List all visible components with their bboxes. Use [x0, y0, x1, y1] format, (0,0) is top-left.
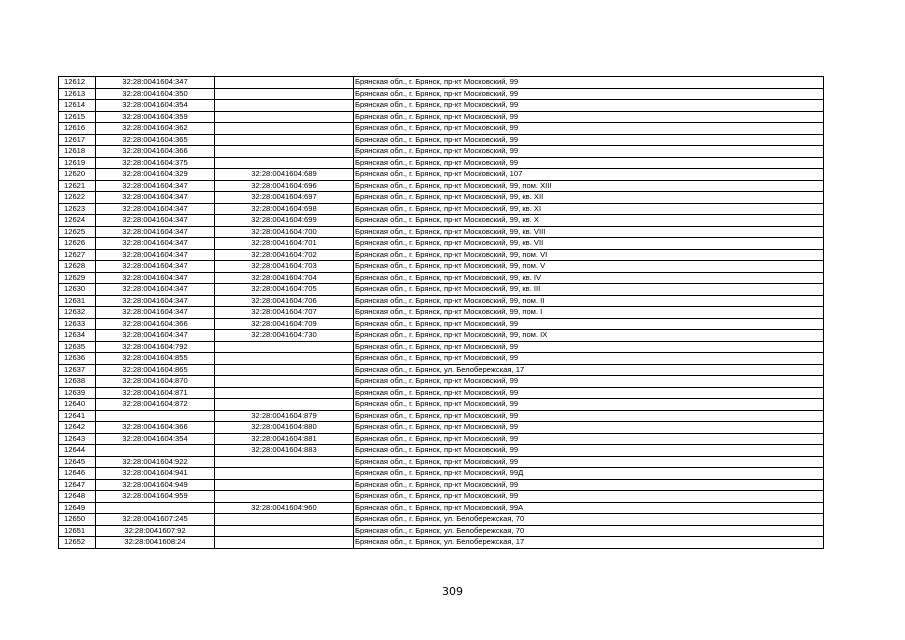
registry-table-body	[59, 77, 824, 549]
linked-cadastral-number-cell: 32:28:0041604:707	[215, 307, 354, 319]
cadastral-number-cell	[96, 445, 215, 457]
row-number-cell: 12634	[59, 330, 96, 342]
linked-cadastral-number-cell: 32:28:0041604:698	[215, 203, 354, 215]
address-cell: Брянская обл., г. Брянск, пр-кт Московский, 99	[354, 123, 824, 135]
table-row	[59, 77, 824, 89]
cadastral-number-cell: 32:28:0041604:870	[96, 376, 215, 388]
linked-cadastral-number-cell	[215, 111, 354, 123]
row-number-cell: 12647	[59, 479, 96, 491]
linked-cadastral-number-cell	[215, 146, 354, 158]
address-cell: Брянская обл., г. Брянск, пр-кт Московский, 99	[354, 422, 824, 434]
row-number-cell: 12638	[59, 376, 96, 388]
linked-cadastral-number-cell: 32:28:0041604:706	[215, 295, 354, 307]
table-row	[59, 491, 824, 503]
table-row	[59, 341, 824, 353]
table-row	[59, 111, 824, 123]
table-row	[59, 433, 824, 445]
address-cell: Брянская обл., г. Брянск, пр-кт Московский, 99, пом. XIII	[354, 180, 824, 192]
table-row	[59, 100, 824, 112]
row-number-cell: 12645	[59, 456, 96, 468]
address-cell: Брянская обл., г. Брянск, ул. Белобережская, 17	[354, 364, 824, 376]
cadastral-number-cell: 32:28:0041604:347	[96, 77, 215, 89]
registry-table	[58, 76, 824, 549]
table-row	[59, 318, 824, 330]
table-row	[59, 169, 824, 181]
cadastral-number-cell: 32:28:0041604:362	[96, 123, 215, 135]
table-row	[59, 399, 824, 411]
row-number-cell: 12630	[59, 284, 96, 296]
table-row	[59, 525, 824, 537]
row-number-cell: 12635	[59, 341, 96, 353]
cadastral-number-cell: 32:28:0041604:329	[96, 169, 215, 181]
linked-cadastral-number-cell: 32:28:0041604:881	[215, 433, 354, 445]
address-cell: Брянская обл., г. Брянск, пр-кт Московский, 99	[354, 433, 824, 445]
address-cell: Брянская обл., г. Брянск, пр-кт Московский, 99	[354, 341, 824, 353]
row-number-cell: 12648	[59, 491, 96, 503]
linked-cadastral-number-cell	[215, 123, 354, 135]
linked-cadastral-number-cell	[215, 353, 354, 365]
table-row	[59, 157, 824, 169]
table-row	[59, 215, 824, 227]
cadastral-number-cell: 32:28:0041604:366	[96, 146, 215, 158]
table-row	[59, 180, 824, 192]
table-row	[59, 376, 824, 388]
address-cell: Брянская обл., г. Брянск, пр-кт Московский, 99	[354, 399, 824, 411]
linked-cadastral-number-cell	[215, 525, 354, 537]
table-row	[59, 284, 824, 296]
cadastral-number-cell: 32:28:0041604:347	[96, 307, 215, 319]
cadastral-number-cell: 32:28:0041604:347	[96, 249, 215, 261]
linked-cadastral-number-cell: 32:28:0041604:703	[215, 261, 354, 273]
linked-cadastral-number-cell	[215, 399, 354, 411]
address-cell: Брянская обл., г. Брянск, ул. Белобережская, 70	[354, 525, 824, 537]
row-number-cell: 12627	[59, 249, 96, 261]
address-cell: Брянская обл., г. Брянск, пр-кт Московский, 99	[354, 77, 824, 89]
address-cell: Брянская обл., г. Брянск, пр-кт Московский, 99	[354, 410, 824, 422]
cadastral-number-cell: 32:28:0041604:366	[96, 422, 215, 434]
row-number-cell: 12621	[59, 180, 96, 192]
linked-cadastral-number-cell: 32:28:0041604:704	[215, 272, 354, 284]
linked-cadastral-number-cell	[215, 157, 354, 169]
cadastral-number-cell: 32:28:0041604:347	[96, 238, 215, 250]
row-number-cell: 12620	[59, 169, 96, 181]
address-cell: Брянская обл., г. Брянск, пр-кт Московский, 99	[354, 318, 824, 330]
cadastral-number-cell: 32:28:0041604:347	[96, 330, 215, 342]
row-number-cell: 12646	[59, 468, 96, 480]
cadastral-number-cell: 32:28:0041604:347	[96, 215, 215, 227]
address-cell: Брянская обл., г. Брянск, пр-кт Московский, 99	[354, 353, 824, 365]
linked-cadastral-number-cell	[215, 77, 354, 89]
cadastral-number-cell: 32:28:0041604:855	[96, 353, 215, 365]
cadastral-number-cell: 32:28:0041604:347	[96, 272, 215, 284]
address-cell: Брянская обл., г. Брянск, пр-кт Московский, 99	[354, 387, 824, 399]
row-number-cell: 12632	[59, 307, 96, 319]
row-number-cell: 12626	[59, 238, 96, 250]
row-number-cell: 12650	[59, 514, 96, 526]
row-number-cell: 12624	[59, 215, 96, 227]
address-cell: Брянская обл., г. Брянск, пр-кт Московский, 99	[354, 146, 824, 158]
table-row	[59, 203, 824, 215]
cadastral-number-cell: 32:28:0041604:347	[96, 203, 215, 215]
row-number-cell: 12643	[59, 433, 96, 445]
linked-cadastral-number-cell	[215, 134, 354, 146]
cadastral-number-cell: 32:28:0041607:245	[96, 514, 215, 526]
address-cell: Брянская обл., г. Брянск, пр-кт Московский, 99	[354, 111, 824, 123]
row-number-cell: 12639	[59, 387, 96, 399]
row-number-cell: 12641	[59, 410, 96, 422]
linked-cadastral-number-cell: 32:28:0041604:960	[215, 502, 354, 514]
table-row	[59, 261, 824, 273]
cadastral-number-cell: 32:28:0041604:792	[96, 341, 215, 353]
row-number-cell: 12623	[59, 203, 96, 215]
cadastral-number-cell: 32:28:0041604:959	[96, 491, 215, 503]
linked-cadastral-number-cell: 32:28:0041604:702	[215, 249, 354, 261]
cadastral-number-cell: 32:28:0041608:24	[96, 537, 215, 549]
cadastral-number-cell: 32:28:0041604:347	[96, 284, 215, 296]
linked-cadastral-number-cell: 32:28:0041604:700	[215, 226, 354, 238]
cadastral-number-cell: 32:28:0041604:949	[96, 479, 215, 491]
row-number-cell: 12612	[59, 77, 96, 89]
row-number-cell: 12631	[59, 295, 96, 307]
cadastral-number-cell: 32:28:0041604:366	[96, 318, 215, 330]
cadastral-number-cell: 32:28:0041604:365	[96, 134, 215, 146]
address-cell: Брянская обл., г. Брянск, пр-кт Московский, 99, кв. VIII	[354, 226, 824, 238]
linked-cadastral-number-cell: 32:28:0041604:701	[215, 238, 354, 250]
row-number-cell: 12616	[59, 123, 96, 135]
table-row	[59, 226, 824, 238]
address-cell: Брянская обл., г. Брянск, пр-кт Московский, 99, пом. V	[354, 261, 824, 273]
address-cell: Брянская обл., г. Брянск, пр-кт Московский, 99	[354, 491, 824, 503]
table-row	[59, 88, 824, 100]
linked-cadastral-number-cell	[215, 514, 354, 526]
address-cell: Брянская обл., г. Брянск, пр-кт Московский, 99, пом. VI	[354, 249, 824, 261]
cadastral-number-cell: 32:28:0041604:865	[96, 364, 215, 376]
cadastral-number-cell: 32:28:0041604:354	[96, 433, 215, 445]
linked-cadastral-number-cell: 32:28:0041604:880	[215, 422, 354, 434]
row-number-cell: 12613	[59, 88, 96, 100]
linked-cadastral-number-cell: 32:28:0041604:730	[215, 330, 354, 342]
linked-cadastral-number-cell	[215, 387, 354, 399]
row-number-cell: 12649	[59, 502, 96, 514]
address-cell: Брянская обл., г. Брянск, пр-кт Московский, 99	[354, 456, 824, 468]
cadastral-number-cell: 32:28:0041604:872	[96, 399, 215, 411]
address-cell: Брянская обл., г. Брянск, пр-кт Московский, 107	[354, 169, 824, 181]
table-row	[59, 364, 824, 376]
table-row	[59, 456, 824, 468]
row-number-cell: 12640	[59, 399, 96, 411]
table-row	[59, 445, 824, 457]
table-row	[59, 330, 824, 342]
table-row	[59, 537, 824, 549]
row-number-cell: 12622	[59, 192, 96, 204]
table-row	[59, 123, 824, 135]
row-number-cell: 12617	[59, 134, 96, 146]
linked-cadastral-number-cell	[215, 479, 354, 491]
table-row	[59, 192, 824, 204]
row-number-cell: 12642	[59, 422, 96, 434]
address-cell: Брянская обл., г. Брянск, пр-кт Московский, 99	[354, 445, 824, 457]
linked-cadastral-number-cell	[215, 456, 354, 468]
page-number: 309	[442, 585, 463, 598]
table-row	[59, 422, 824, 434]
cadastral-number-cell: 32:28:0041604:871	[96, 387, 215, 399]
address-cell: Брянская обл., г. Брянск, пр-кт Московский, 99	[354, 100, 824, 112]
cadastral-number-cell	[96, 502, 215, 514]
row-number-cell: 12636	[59, 353, 96, 365]
address-cell: Брянская обл., г. Брянск, пр-кт Московский, 99	[354, 88, 824, 100]
address-cell: Брянская обл., г. Брянск, пр-кт Московский, 99, кв. IV	[354, 272, 824, 284]
cadastral-number-cell: 32:28:0041604:347	[96, 226, 215, 238]
address-cell: Брянская обл., г. Брянск, пр-кт Московский, 99, кв. III	[354, 284, 824, 296]
table-row	[59, 307, 824, 319]
linked-cadastral-number-cell: 32:28:0041604:689	[215, 169, 354, 181]
table-row	[59, 353, 824, 365]
row-number-cell: 12651	[59, 525, 96, 537]
linked-cadastral-number-cell	[215, 341, 354, 353]
address-cell: Брянская обл., г. Брянск, пр-кт Московский, 99, пом. II	[354, 295, 824, 307]
cadastral-number-cell: 32:28:0041607:92	[96, 525, 215, 537]
address-cell: Брянская обл., г. Брянск, пр-кт Московский, 99, кв. XI	[354, 203, 824, 215]
table-row	[59, 468, 824, 480]
address-cell: Брянская обл., г. Брянск, пр-кт Московский, 99	[354, 157, 824, 169]
row-number-cell: 12629	[59, 272, 96, 284]
table-row	[59, 387, 824, 399]
linked-cadastral-number-cell: 32:28:0041604:699	[215, 215, 354, 227]
address-cell: Брянская обл., г. Брянск, ул. Белобережская, 70	[354, 514, 824, 526]
address-cell: Брянская обл., г. Брянск, пр-кт Московский, 99, кв. VII	[354, 238, 824, 250]
address-cell: Брянская обл., г. Брянск, пр-кт Московский, 99	[354, 134, 824, 146]
linked-cadastral-number-cell	[215, 376, 354, 388]
row-number-cell: 12615	[59, 111, 96, 123]
cadastral-number-cell: 32:28:0041604:359	[96, 111, 215, 123]
linked-cadastral-number-cell	[215, 468, 354, 480]
address-cell: Брянская обл., г. Брянск, пр-кт Московский, 99, пом. I	[354, 307, 824, 319]
table-row	[59, 238, 824, 250]
table-row	[59, 410, 824, 422]
cadastral-number-cell: 32:28:0041604:347	[96, 261, 215, 273]
address-cell: Брянская обл., г. Брянск, ул. Белобережская, 17	[354, 537, 824, 549]
cadastral-number-cell: 32:28:0041604:347	[96, 295, 215, 307]
row-number-cell: 12628	[59, 261, 96, 273]
row-number-cell: 12614	[59, 100, 96, 112]
address-cell: Брянская обл., г. Брянск, пр-кт Московский, 99Д	[354, 468, 824, 480]
linked-cadastral-number-cell	[215, 491, 354, 503]
row-number-cell: 12618	[59, 146, 96, 158]
cadastral-number-cell: 32:28:0041604:350	[96, 88, 215, 100]
cadastral-number-cell: 32:28:0041604:347	[96, 180, 215, 192]
linked-cadastral-number-cell: 32:28:0041604:879	[215, 410, 354, 422]
cadastral-number-cell: 32:28:0041604:375	[96, 157, 215, 169]
address-cell: Брянская обл., г. Брянск, пр-кт Московский, 99А	[354, 502, 824, 514]
row-number-cell: 12619	[59, 157, 96, 169]
table-row	[59, 134, 824, 146]
row-number-cell: 12644	[59, 445, 96, 457]
cadastral-number-cell: 32:28:0041604:347	[96, 192, 215, 204]
address-cell: Брянская обл., г. Брянск, пр-кт Московский, 99	[354, 376, 824, 388]
linked-cadastral-number-cell	[215, 537, 354, 549]
row-number-cell: 12652	[59, 537, 96, 549]
table-row	[59, 146, 824, 158]
linked-cadastral-number-cell: 32:28:0041604:697	[215, 192, 354, 204]
table-row	[59, 272, 824, 284]
row-number-cell: 12637	[59, 364, 96, 376]
table-row	[59, 514, 824, 526]
cadastral-number-cell: 32:28:0041604:354	[96, 100, 215, 112]
linked-cadastral-number-cell	[215, 364, 354, 376]
table-row	[59, 295, 824, 307]
linked-cadastral-number-cell	[215, 88, 354, 100]
linked-cadastral-number-cell: 32:28:0041604:696	[215, 180, 354, 192]
address-cell: Брянская обл., г. Брянск, пр-кт Московский, 99, кв. X	[354, 215, 824, 227]
table-row	[59, 249, 824, 261]
address-cell: Брянская обл., г. Брянск, пр-кт Московский, 99, кв. XII	[354, 192, 824, 204]
cadastral-number-cell: 32:28:0041604:941	[96, 468, 215, 480]
address-cell: Брянская обл., г. Брянск, пр-кт Московский, 99, пом. IX	[354, 330, 824, 342]
table-row	[59, 502, 824, 514]
linked-cadastral-number-cell: 32:28:0041604:705	[215, 284, 354, 296]
row-number-cell: 12633	[59, 318, 96, 330]
table-row	[59, 479, 824, 491]
linked-cadastral-number-cell: 32:28:0041604:709	[215, 318, 354, 330]
row-number-cell: 12625	[59, 226, 96, 238]
address-cell: Брянская обл., г. Брянск, пр-кт Московский, 99	[354, 479, 824, 491]
cadastral-number-cell: 32:28:0041604:922	[96, 456, 215, 468]
cadastral-number-cell	[96, 410, 215, 422]
linked-cadastral-number-cell	[215, 100, 354, 112]
linked-cadastral-number-cell: 32:28:0041604:883	[215, 445, 354, 457]
